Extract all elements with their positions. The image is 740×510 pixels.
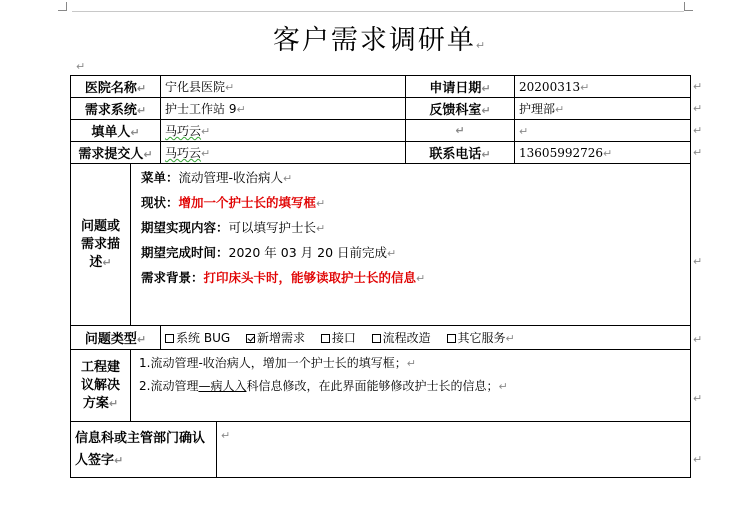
table-row — [71, 164, 691, 326]
background-line: 需求背景：打印床头卡时，能够读取护士长的信息↵ — [141, 270, 426, 285]
table-row — [71, 326, 691, 350]
empty-label-cell: ↵ — [406, 120, 515, 142]
header-rule — [72, 11, 684, 12]
checkbox-icon[interactable] — [447, 334, 456, 343]
row-end-mark: ↵ — [693, 102, 703, 115]
filler-value[interactable]: 马巧云↵ — [161, 120, 406, 142]
submitter-value[interactable]: 马巧云↵ — [161, 142, 406, 164]
demand-system-label: 需求系统↵ — [71, 98, 161, 120]
row-end-mark: ↵ — [693, 124, 703, 137]
row-end-mark: ↵ — [693, 255, 703, 268]
row-end-mark: ↵ — [693, 80, 703, 93]
description-content[interactable] — [131, 164, 691, 326]
option-process-reform[interactable]: 流程改造 — [372, 331, 431, 345]
contact-phone-value[interactable]: 13605992726↵ — [515, 142, 691, 164]
application-date-value[interactable]: 20200313↵ — [515, 76, 691, 98]
description-label: 问题或需求描述↵ — [71, 164, 131, 326]
request-form-table — [70, 75, 691, 478]
table-row — [71, 120, 691, 142]
option-other-service[interactable]: 其它服务↵ — [447, 331, 515, 345]
hospital-name-value[interactable]: 宁化县医院↵ — [161, 76, 406, 98]
confirm-signature-field[interactable]: ↵ — [217, 422, 691, 478]
solution-content[interactable] — [131, 350, 691, 422]
application-date-label: 申请日期↵ — [406, 76, 515, 98]
option-system-bug[interactable]: 系统 BUG — [165, 331, 230, 345]
submitter-label: 需求提交人↵ — [71, 142, 161, 164]
table-row — [71, 142, 691, 164]
feedback-dept-label: 反馈科室↵ — [406, 98, 515, 120]
table-row — [71, 98, 691, 120]
document-title — [0, 18, 740, 57]
problem-type-options — [161, 326, 691, 350]
crop-mark-top-left — [58, 2, 67, 11]
expectation-line: 期望实现内容：可以填写护士长↵ — [141, 220, 326, 235]
table-row — [71, 76, 691, 98]
option-interface[interactable]: 接口 — [321, 331, 356, 345]
paragraph-mark: ↵ — [76, 60, 86, 73]
row-end-mark: ↵ — [693, 392, 703, 405]
menu-line: 菜单：流动管理-收治病人↵ — [141, 170, 293, 185]
demand-system-value[interactable]: 护士工作站 9↵ — [161, 98, 406, 120]
confirm-signature-label: 信息科或主管部门确认人签字↵ — [71, 422, 217, 478]
empty-value-cell[interactable]: ↵ — [515, 120, 691, 142]
title-text: 客户需求调研单 — [272, 25, 476, 56]
row-end-mark: ↵ — [693, 333, 703, 346]
row-end-mark: ↵ — [693, 146, 703, 159]
checkbox-icon[interactable] — [372, 334, 381, 343]
checkbox-icon[interactable] — [321, 334, 330, 343]
hospital-name-label: 医院名称↵ — [71, 76, 161, 98]
table-row — [71, 350, 691, 422]
solution-line-2: 2.流动管理—病人入科信息修改，在此界面能够修改护士长的信息；↵ — [139, 379, 508, 393]
row-end-mark: ↵ — [693, 453, 703, 466]
contact-phone-label: 联系电话↵ — [406, 142, 515, 164]
checked-checkbox-icon[interactable] — [246, 334, 255, 343]
deadline-line: 期望完成时间：2020 年 03 月 20 日前完成↵ — [141, 245, 397, 260]
solution-line-1: 1.流动管理-收治病人，增加一个护士长的填写框；↵ — [139, 356, 416, 370]
checkbox-icon[interactable] — [165, 334, 174, 343]
crop-mark-top-right — [684, 2, 693, 11]
paragraph-mark: ↵ — [475, 39, 488, 52]
option-new-requirement[interactable]: 新增需求 — [246, 331, 305, 345]
feedback-dept-value[interactable]: 护理部↵ — [515, 98, 691, 120]
filler-label: 填单人↵ — [71, 120, 161, 142]
status-line: 现状：增加一个护士长的填写框↵ — [141, 195, 326, 210]
solution-label: 工程建议解决方案↵ — [71, 350, 131, 422]
problem-type-label: 问题类型↵ — [71, 326, 161, 350]
table-row — [71, 422, 691, 478]
